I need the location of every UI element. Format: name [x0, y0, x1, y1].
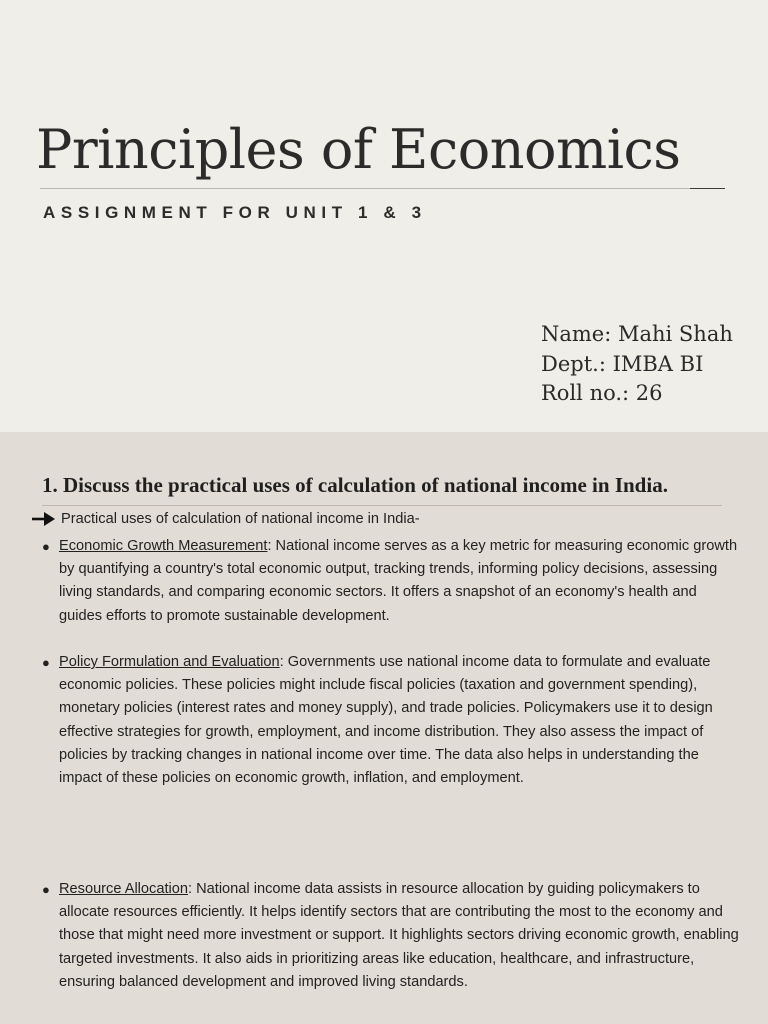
student-roll: Roll no.: 26: [541, 381, 663, 405]
list-item: [42, 535, 742, 628]
point-body: : National income data assists in resource allocation by guiding policymakers to allocate resources efficiently. It helps identify sectors that are contributing the most to the economy and those that might need more investment or support. It highlights sectors driving economic growth, enabling targeted investments. It also aids in prioritizing areas like education, healthcare, and infrastructure, ensuring balanced development and improved living standards.: [59, 881, 739, 990]
point-heading: Resource Allocation: [59, 881, 188, 897]
document-subtitle: ASSIGNMENT FOR UNIT 1 & 3: [43, 203, 427, 222]
document-title: Principles of Economics: [36, 118, 681, 181]
intro-text: Practical uses of calculation of national income in India-: [61, 511, 420, 527]
list-item: [42, 651, 742, 790]
student-info: [541, 320, 733, 409]
bullet-icon: ●: [42, 655, 50, 670]
bullet-icon: ●: [42, 882, 50, 897]
right-arrow-icon: [30, 511, 56, 527]
point-heading: Economic Growth Measurement: [59, 538, 268, 554]
point-body: : Governments use national income data to formulate and evaluate economic policies. These policies might include fiscal policies (taxation and government spending), monetary policies (interest rates and money supply), and trade policies. Policymakers use it to design effective strategies for growth, employment, and income distribution. They also assess the impact of policies by tracking changes in national income over time. The data also helps in understanding the impact of these policies on economic growth, inflation, and employment.: [59, 654, 713, 787]
point-body: : National income serves as a key metric for measuring economic growth by quantifying a country's total economic output, tracking trends, informing policy decisions, assessing living standards, and comparing economic sectors. It offers a snapshot of an economy's health and guides efforts to promote sustainable development.: [59, 538, 738, 624]
intro-line: [30, 511, 420, 527]
list-item: [42, 878, 742, 994]
question-divider: [42, 505, 722, 506]
question-heading: 1. Discuss the practical uses of calculation of national income in India.: [42, 473, 668, 497]
title-divider: [40, 188, 725, 189]
bullet-icon: ●: [42, 539, 50, 554]
student-name: Name: Mahi Shah: [541, 322, 733, 346]
title-divider-accent: [690, 188, 725, 189]
point-heading: Policy Formulation and Evaluation: [59, 654, 280, 670]
student-dept: Dept.: IMBA BI: [541, 351, 704, 376]
